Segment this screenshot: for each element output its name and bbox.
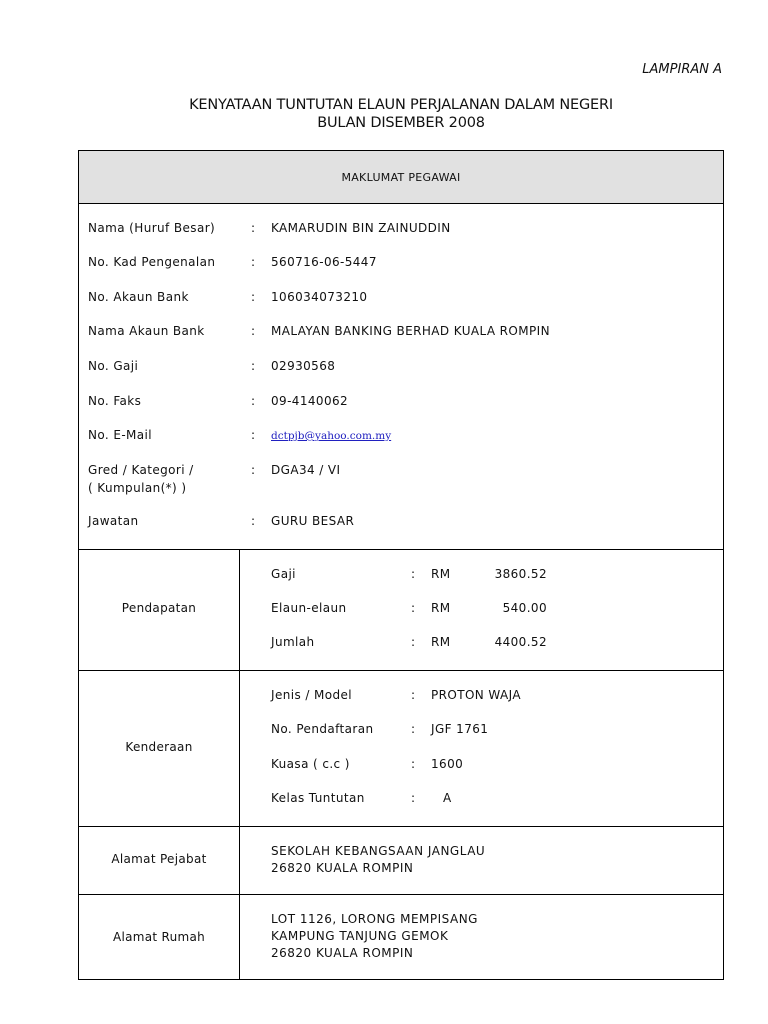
divider <box>79 826 723 827</box>
vehicle-label-kuasa: Kuasa ( c.c ) <box>271 757 350 771</box>
address-line: SEKOLAH KEBANGSAAN JANGLAU <box>271 844 486 858</box>
label-akaun-bank: No. Akaun Bank <box>88 290 189 304</box>
colon: : <box>251 428 256 442</box>
income-label-jumlah: Jumlah <box>271 635 315 649</box>
label-kumpulan: ( Kumpulan(*) ) <box>88 481 187 495</box>
label-nama-akaun-bank: Nama Akaun Bank <box>88 324 205 338</box>
label-no-gaji: No. Gaji <box>88 359 139 373</box>
address-line: 26820 KUALA ROMPIN <box>271 946 414 960</box>
section-header-maklumat-pegawai: MAKLUMAT PEGAWAI <box>79 151 723 204</box>
income-amount-elaun: 540.00 <box>502 601 547 615</box>
label-gred-kategori: Gred / Kategori / <box>88 463 194 477</box>
lampiran-label: LAMPIRAN A <box>642 62 722 77</box>
label-nama: Nama (Huruf Besar) <box>88 221 216 235</box>
value-gred: DGA34 / VI <box>271 463 341 477</box>
section-label-alamat-rumah: Alamat Rumah <box>112 930 206 944</box>
colon: : <box>251 324 256 338</box>
colon: : <box>251 514 256 528</box>
income-label-elaun: Elaun-elaun <box>271 601 347 615</box>
label-kad-pengenalan: No. Kad Pengenalan <box>88 255 216 269</box>
colon: : <box>251 221 256 235</box>
currency: RM <box>431 635 451 649</box>
office-address <box>271 843 485 877</box>
value-jawatan: GURU BESAR <box>271 514 355 528</box>
vehicle-label-model: Jenis / Model <box>271 688 353 702</box>
colon: : <box>411 567 416 581</box>
colon: : <box>411 601 416 615</box>
income-amount-jumlah: 4400.52 <box>494 635 547 649</box>
vehicle-value-pendaftaran: JGF 1761 <box>431 722 489 736</box>
divider <box>79 549 723 550</box>
section-label-alamat-pejabat: Alamat Pejabat <box>111 852 207 866</box>
vehicle-label-pendaftaran: No. Pendaftaran <box>271 722 374 736</box>
label-no-faks: No. Faks <box>88 394 142 408</box>
divider <box>79 894 723 895</box>
vehicle-value-model: PROTON WAJA <box>431 688 521 702</box>
colon: : <box>251 359 256 373</box>
colon: : <box>251 394 256 408</box>
colon: : <box>251 255 256 269</box>
section-label-pendapatan: Pendapatan <box>121 601 197 615</box>
claim-form-table <box>78 150 724 980</box>
vehicle-label-kelas: Kelas Tuntutan <box>271 791 365 805</box>
value-no-faks: 09-4140062 <box>271 394 349 408</box>
colon: : <box>411 688 416 702</box>
divider <box>79 670 723 671</box>
income-label-gaji: Gaji <box>271 567 296 581</box>
address-line: LOT 1126, LORONG MEMPISANG <box>271 912 478 926</box>
document-title: KENYATAAN TUNTUTAN ELAUN PERJALANAN DALAM NEGERI <box>189 97 613 113</box>
email-link[interactable]: dctpjb@yahoo.com.my <box>271 430 392 442</box>
colon: : <box>411 791 416 805</box>
value-kad-pengenalan: 560716-06-5447 <box>271 255 377 269</box>
column-divider <box>239 549 240 979</box>
document-subtitle: BULAN DISEMBER 2008 <box>317 115 485 131</box>
currency: RM <box>431 567 451 581</box>
value-no-gaji: 02930568 <box>271 359 336 373</box>
colon: : <box>251 463 256 477</box>
colon: : <box>411 757 416 771</box>
address-line: 26820 KUALA ROMPIN <box>271 861 414 875</box>
section-label-kenderaan: Kenderaan <box>125 740 193 754</box>
vehicle-value-kuasa: 1600 <box>431 757 464 771</box>
address-line: KAMPUNG TANJUNG GEMOK <box>271 929 449 943</box>
value-akaun-bank: 106034073210 <box>271 290 368 304</box>
colon: : <box>251 290 256 304</box>
colon: : <box>411 635 416 649</box>
label-jawatan: Jawatan <box>88 514 139 528</box>
colon: : <box>411 722 416 736</box>
vehicle-value-kelas: A <box>443 791 452 805</box>
value-nama: KAMARUDIN BIN ZAINUDDIN <box>271 221 451 235</box>
label-email: No. E-Mail <box>88 428 153 442</box>
value-nama-akaun-bank: MALAYAN BANKING BERHAD KUALA ROMPIN <box>271 324 550 338</box>
currency: RM <box>431 601 451 615</box>
home-address <box>271 911 478 962</box>
income-amount-gaji: 3860.52 <box>494 567 547 581</box>
